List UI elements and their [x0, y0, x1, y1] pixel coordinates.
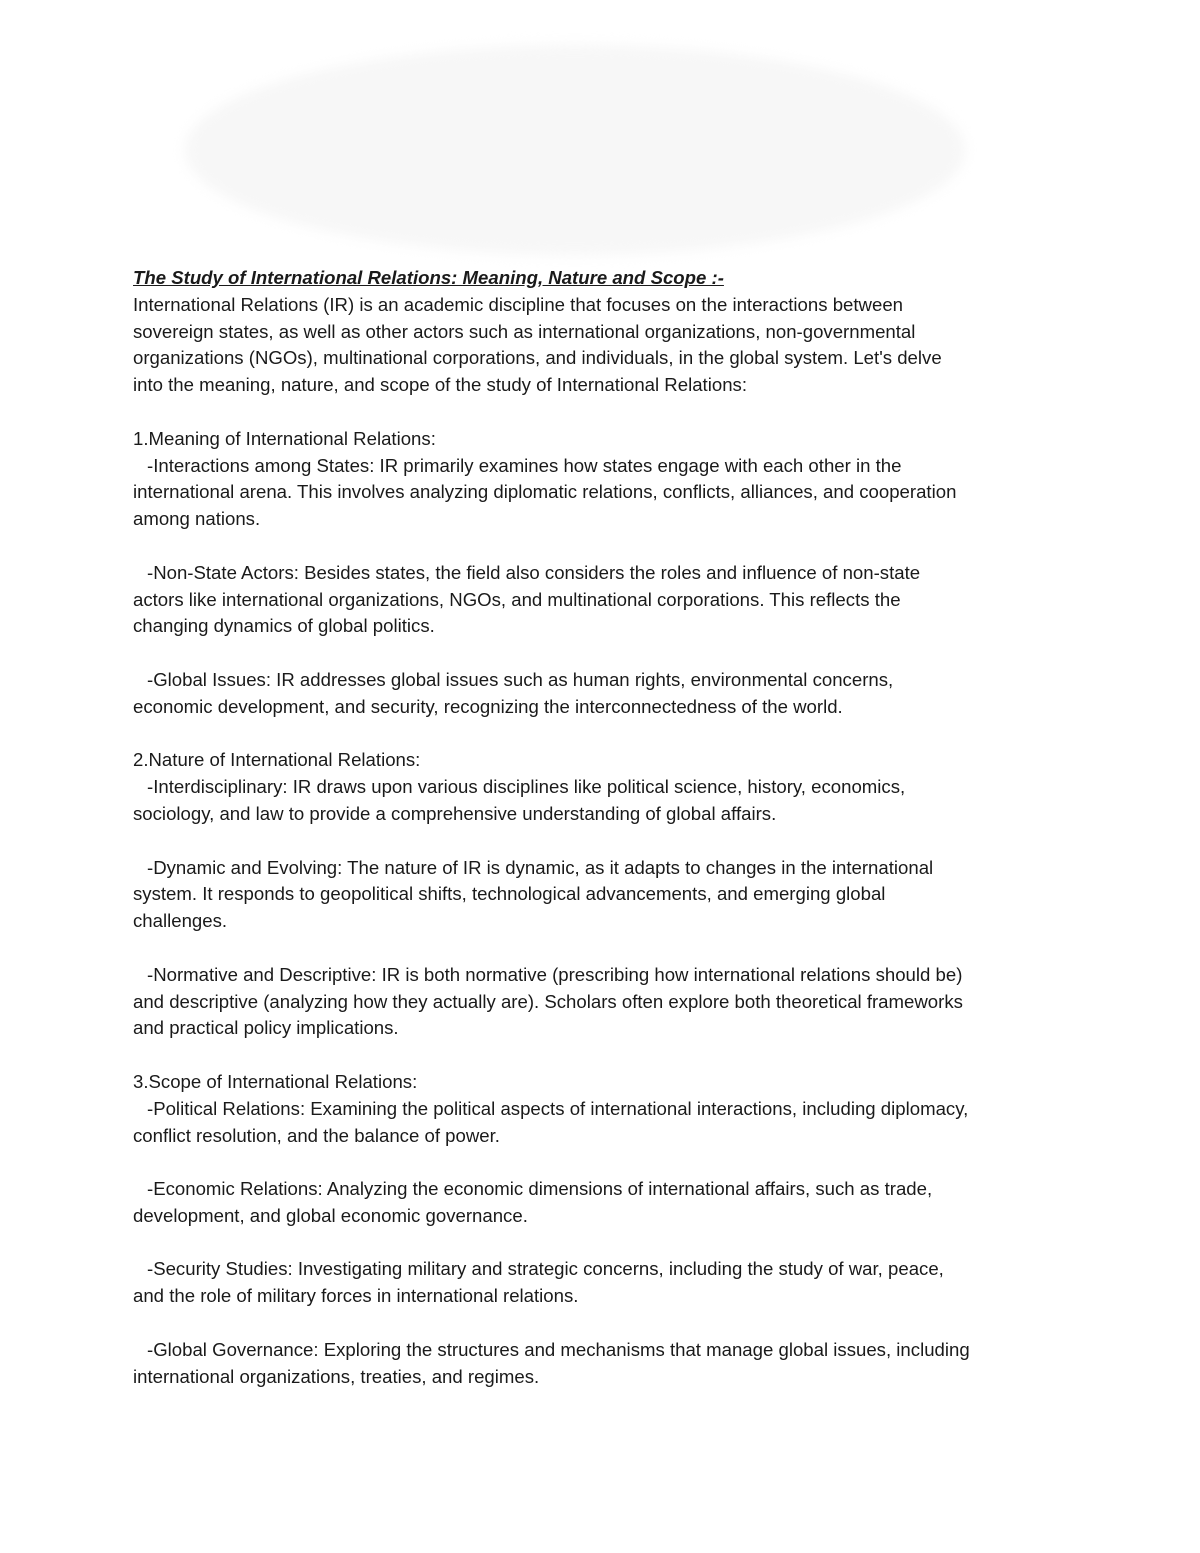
document-body: [133, 265, 973, 1390]
section-point: -Interactions among States: IR primarily examines how states engage with each other in the international arena. This involves analyzing diplomatic relations, conflicts, alliances, and cooperation among nations.: [133, 454, 957, 530]
intro-paragraph: International Relations (IR) is an academic discipline that focuses on the interactions between sovereign states, as well as other actors such as international organizations, non-governmental organizations (NGOs), multinational corporations, and individuals, in the global system. Let's delve into the meaning, nature, and scope of the study of International Relations:: [133, 293, 942, 396]
blurred-smudge: [185, 45, 965, 255]
spacer: [133, 721, 973, 748]
section-point: -Non-State Actors: Besides states, the field also considers the roles and influence of non-state actors like international organizations, NGOs, and multinational corporations. This reflects the changing dynamics of global politics.: [133, 561, 921, 637]
section-point: -Political Relations: Examining the political aspects of international interactions, including diplomacy, conflict resolution, and the balance of power.: [133, 1097, 969, 1146]
spacer: [133, 399, 973, 426]
spacer: [133, 533, 973, 560]
section-point: -Normative and Descriptive: IR is both normative (prescribing how international relations should be) and descriptive (analyzing how they actually are). Scholars often explore both theoretical frameworks and practical policy implications.: [133, 963, 963, 1039]
section-point: -Global Issues: IR addresses global issues such as human rights, environmental concerns, economic development, and security, recognizing the interconnectedness of the world.: [133, 668, 894, 717]
spacer: [133, 1230, 973, 1257]
spacer: [133, 1310, 973, 1337]
section-heading: 1.Meaning of International Relations:: [133, 427, 436, 449]
section-point: -Security Studies: Investigating military and strategic concerns, including the study of war, peace, and the role of military forces in international relations.: [133, 1258, 944, 1307]
section-point: -Global Governance: Exploring the structures and mechanisms that manage global issues, including international organizations, treaties, and regimes.: [133, 1338, 970, 1387]
spacer: [133, 1042, 973, 1069]
section-point: -Economic Relations: Analyzing the economic dimensions of international affairs, such as trade, development, and global economic governance.: [133, 1178, 933, 1226]
spacer: [133, 1149, 973, 1176]
document-title: The Study of International Relations: Meaning, Nature and Scope :-: [133, 267, 724, 288]
section-heading: 3.Scope of International Relations:: [133, 1070, 418, 1092]
spacer: [133, 828, 973, 855]
spacer: [133, 935, 973, 962]
section-heading: 2.Nature of International Relations:: [133, 749, 421, 771]
section-point: -Dynamic and Evolving: The nature of IR is dynamic, as it adapts to changes in the international system. It responds to geopolitical shifts, technological advancements, and emerging global challenges.: [133, 856, 934, 932]
spacer: [133, 640, 973, 667]
section-point: -Interdisciplinary: IR draws upon various disciplines like political science, history, economics, sociology, and law to provide a comprehensive understanding of global affairs.: [133, 776, 906, 824]
